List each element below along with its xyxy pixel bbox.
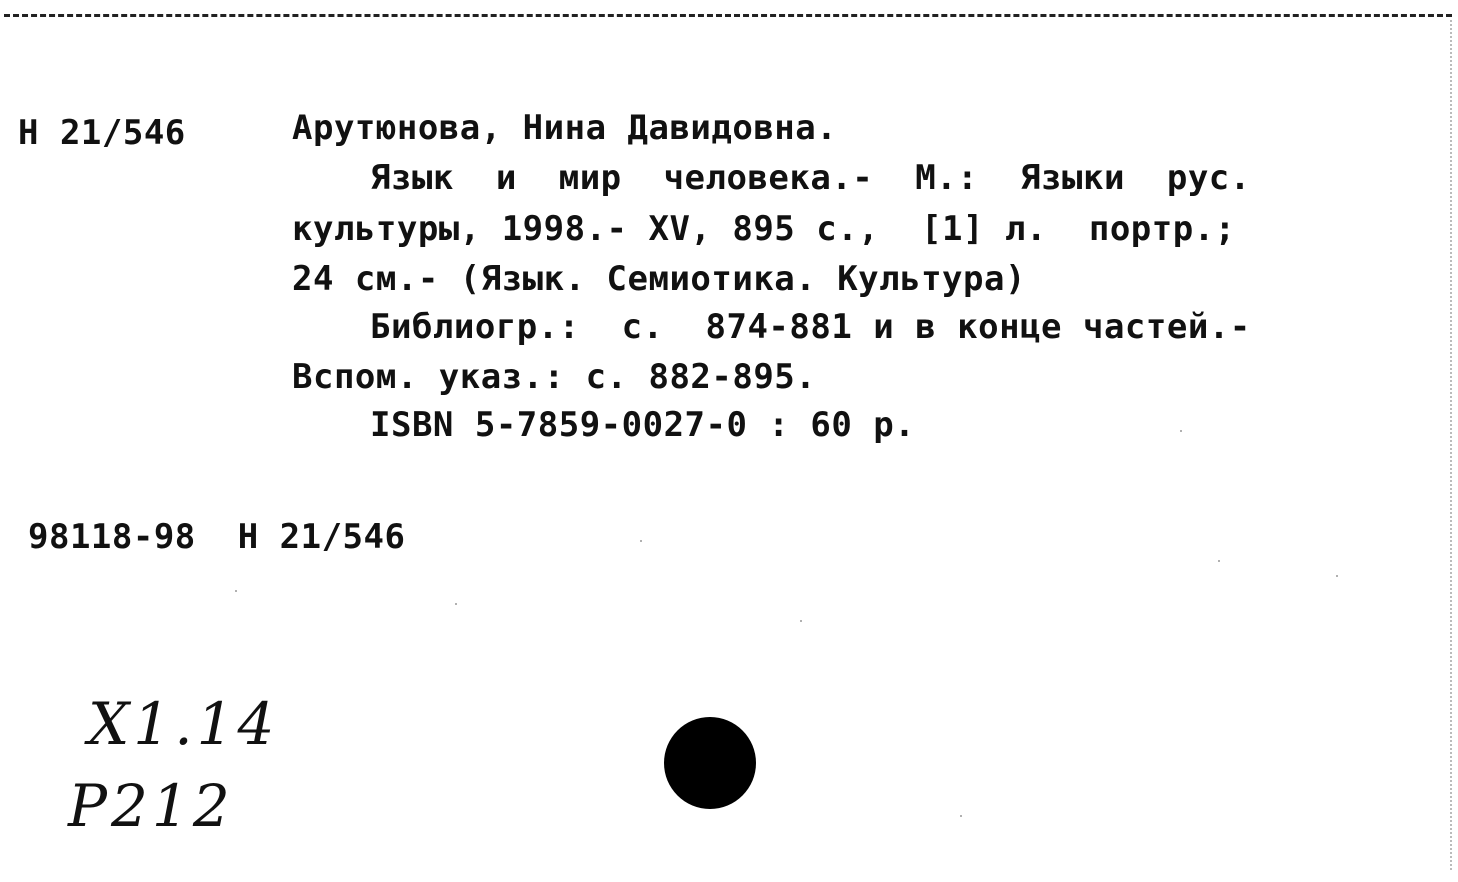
- scan-speckle: [1218, 560, 1220, 562]
- shelf-mark: Н 21/546: [18, 113, 186, 153]
- scan-speckle: [1180, 430, 1182, 432]
- scan-speckle: [640, 540, 642, 542]
- bibliography-note: Библиогр.: с. 874-881 и в конце частей.-: [370, 307, 1251, 347]
- index-note: Вспом. указ.: с. 882-895.: [292, 357, 817, 397]
- scan-speckle: [1336, 575, 1338, 577]
- publication-line: культуры, 1998.- XV, 895 с., [1] л. портр.;: [292, 209, 1236, 249]
- series-line: 24 см.- (Язык. Семиотика. Культура): [292, 259, 1026, 299]
- punch-hole: [664, 717, 756, 809]
- title-line: Язык и мир человека.- М.: Языки рус.: [370, 158, 1251, 198]
- scan-speckle: [455, 603, 457, 605]
- scan-speckle: [235, 590, 237, 592]
- author-line: Арутюнова, Нина Давидовна.: [292, 108, 838, 148]
- accession-number: 98118-98 Н 21/546: [28, 517, 406, 557]
- isbn-line: ISBN 5-7859-0027-0 : 60 р.: [370, 405, 916, 445]
- handwritten-classification: X1.14: [88, 690, 279, 758]
- scan-speckle: [960, 815, 962, 817]
- handwritten-code: P212: [68, 772, 234, 840]
- scan-speckle: [800, 620, 802, 622]
- right-border-line: [1450, 20, 1452, 870]
- top-border-line: [4, 14, 1452, 17]
